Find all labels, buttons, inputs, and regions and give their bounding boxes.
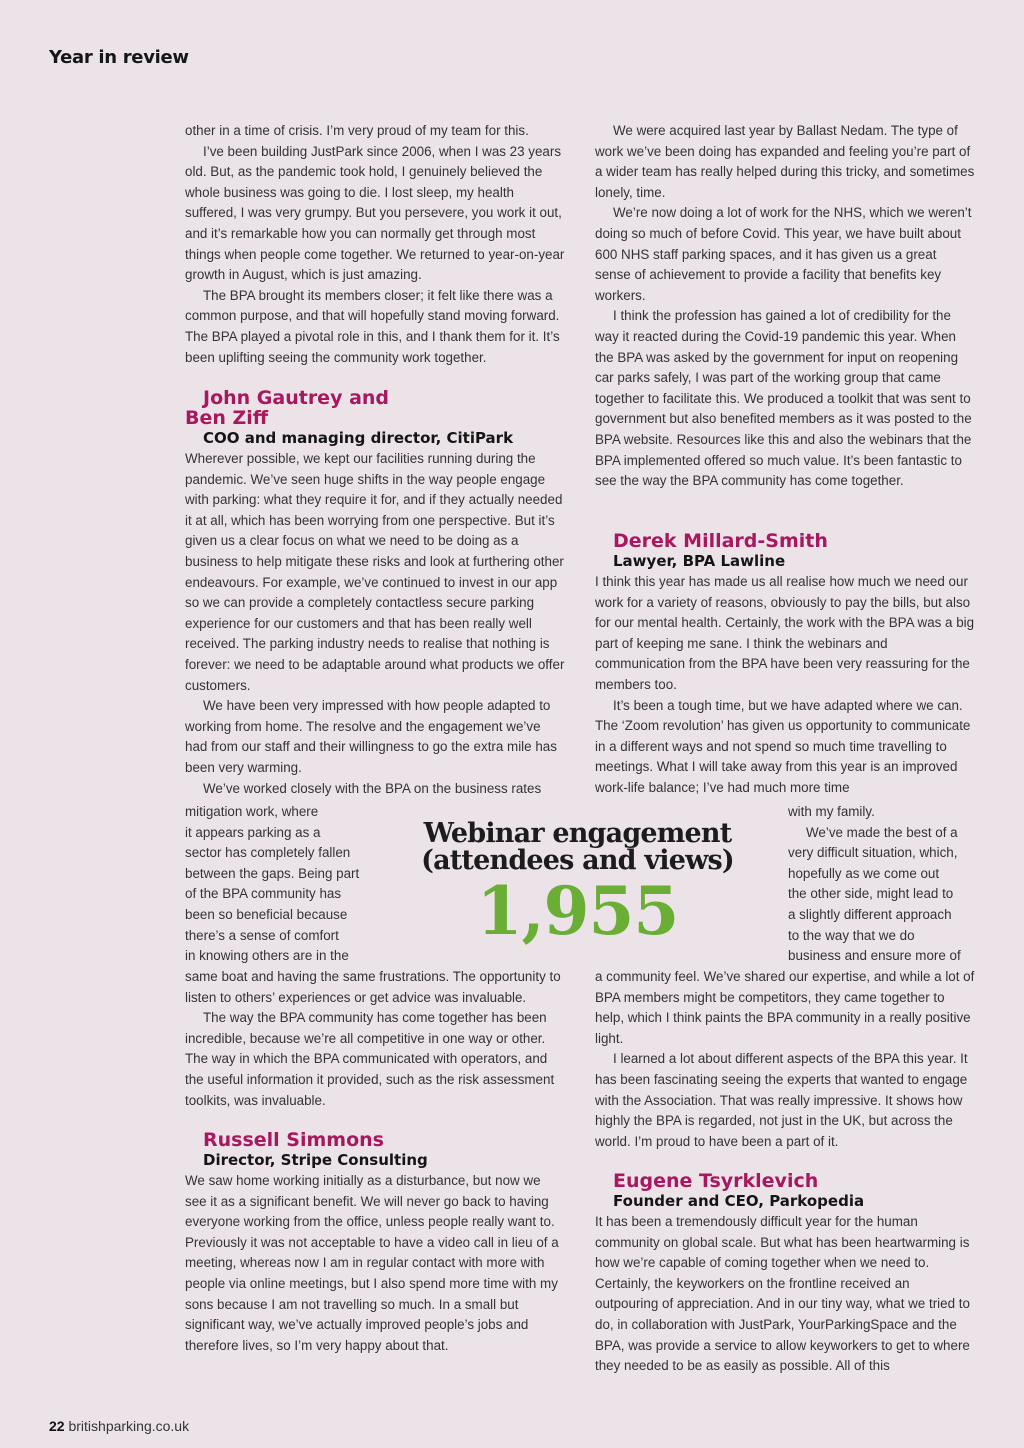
text-line: sector has completely fallen	[185, 845, 351, 861]
wrapped-text-right	[788, 802, 961, 967]
section-label: Year in review	[49, 47, 189, 68]
profile-millard-smith	[595, 531, 977, 799]
paragraph: The BPA brought its members closer; it felt like there was a common purpose, and that will hopefully stand moving forward. The BPA played a pivotal role in this, and I thank them for it. It’s been uplifting seeing the community work together.	[185, 287, 560, 365]
text-line: there’s a sense of comfort	[185, 927, 339, 943]
text-line: between the gaps. Being part	[185, 865, 360, 881]
profile-role: Founder and CEO, Parkopedia	[613, 1192, 865, 1210]
text-line: with my family.	[788, 804, 875, 819]
page-footer	[49, 1418, 189, 1434]
profile-name: Russell Simmons	[203, 1129, 384, 1151]
paragraph: Wherever possible, we kept our facilities running during the pandemic. We’ve seen huge shifts in the way people engage with parking: what they require it for, and if they actually needed it at all, which has been worrying from one perspective. But it’s given us a clear focus on what we need to be doing as a business to help mitigate these risks and look at furthering other endeavours. For example, we’ve continued to invest in our app so we can provide a completely contactless secure parking experience for our customers and that has been really well received. The parking industry needs to realise that nothing is forever: we need to be adaptable around what products we offer customers.	[185, 451, 565, 693]
footer-site: britishparking.co.uk	[68, 1418, 190, 1434]
left-column-continued	[185, 967, 567, 1111]
paragraph: a community feel. We’ve shared our expertise, and while a lot of BPA members might be competitors, they came together to help, which I think paints the BPA community in a really positive light.	[595, 969, 975, 1046]
paragraph: We saw home working initially as a disturbance, but now we see it as a significant benefit. We will never go back to having everyone working from the office, unless people really want to. Previously it was not acceptable to have a video call in lieu of a meeting, whereas now I am in regular contact with more with people via online meetings, but I also spend more time with my sons because I am not travelling so much. In a small but significant way, we’ve actually improved people’s jobs and therefore lives, so I’m very happy about that.	[185, 1173, 559, 1353]
profile-name: Eugene Tsyrklevich	[613, 1170, 819, 1192]
profile-name: John Gautrey and Ben Ziff	[185, 387, 390, 429]
text-line: mitigation work, where	[185, 804, 319, 819]
text-line: a slightly different approach	[788, 906, 952, 922]
text-line: in knowing others are in the	[185, 948, 349, 964]
text-line: business and ensure more of	[788, 948, 961, 964]
left-column-top	[185, 121, 565, 368]
callout-title-line1: Webinar engagement	[423, 818, 732, 849]
paragraph: We were acquired last year by Ballast Nedam. The type of work we’ve been doing has expanded and feeling you’re part of a wider team has really helped during this tricky, and sometimes lonely, time.	[595, 123, 975, 200]
text-line: very difficult situation, which,	[788, 845, 958, 861]
paragraph: I think this year has made us all realise how much we need our work for a variety of reasons, obviously to pay the bills, but also for our mental health. Certainly, the work with the BPA was a big part of keeping me sane. I think the webinars and communication from the BPA have been very reassuring for the members too.	[595, 574, 975, 692]
text-line: the other side, might lead to	[788, 886, 954, 902]
paragraph: We’ve worked closely with the BPA on the business rates	[203, 780, 542, 796]
profile-gautrey	[185, 388, 565, 799]
profile-role: COO and managing director, CitiPark	[203, 429, 514, 447]
paragraph: We have been very impressed with how people adapted to working from home. The resolve and the engagement we’ve had from our staff and their willingness to go the extra mile has been very warming.	[185, 698, 557, 775]
profile-tsyrklevich	[595, 1171, 975, 1377]
profile-simmons	[185, 1130, 565, 1356]
paragraph: I’ve been building JustPark since 2006, when I was 23 years old. But, as the pandemic took hold, I genuinely believed the whole business was going to die. I lost sleep, my health suffered, I was very grumpy. But you persevere, you work it out, and it’s remarkable how you can normally get through most things when people come together. We returned to year-on-year growth in August, which is just amazing.	[185, 143, 565, 283]
text-line: to the way that we do	[788, 927, 915, 943]
page-number: 22	[49, 1418, 65, 1434]
paragraph: same boat and having the same frustrations. The opportunity to listen to others’ experiences or get advice was invaluable.	[185, 969, 561, 1005]
paragraph: It’s been a tough time, but we have adapted where we can. The ‘Zoom revolution’ has given us opportunity to communicate in a different ways and not spend so much time travelling to meetings. What I will take away from this year is an improved work-life balance; I’ve had much more time	[595, 697, 971, 795]
wrapped-text-left	[185, 802, 359, 967]
right-column-continued	[595, 967, 977, 1152]
paragraph: I learned a lot about different aspects of the BPA this year. It has been fascinating seeing the experts that wanted to engage with the Association. That was really impressive. It shows how highly the BPA is regarded, not just in the UK, but across the world. I’m proud to have been a part of it.	[595, 1051, 968, 1149]
profile-name: Derek Millard-Smith	[613, 530, 828, 552]
paragraph: It has been a tremendously difficult year for the human community on global scale. But what has been heartwarming is how we’re capable of coming together when we need to. Certainly, the keyworkers on the frontline received an outpouring of appreciation. And in our tiny way, what we tried to do, in collaboration with JustPark, YourParkingSpace and the BPA, was provide a service to allow keyworkers to get to where they needed to be as easily as possible. All of this	[595, 1214, 970, 1374]
paragraph: We’re now doing a lot of work for the NHS, which we weren’t doing so much of before Covid. This year, we have built about 600 NHS staff parking spaces, and it has given us a great sense of achievement to provide a facility that benefits key workers.	[595, 205, 972, 303]
callout-title-line2: (attendees and views)	[421, 845, 734, 876]
callout-value: 1,955	[476, 872, 679, 950]
paragraph: The way the BPA community has come together has been incredible, because we’re all competitive in one way or other. The way in which the BPA communicated with operators, and the useful information it provided, such as the risk assessment toolkits, was invaluable.	[185, 1010, 555, 1108]
profile-role: Director, Stripe Consulting	[203, 1151, 428, 1169]
right-column-top	[595, 121, 975, 492]
text-line: We’ve made the best of a	[806, 824, 958, 840]
paragraph: I think the profession has gained a lot of credibility for the way it reacted during the Covid-19 pandemic this year. When the BPA was asked by the government for input on reopening car parks safely, I was part of the working group that came together to facilitate this. We produced a toolkit that was sent to government but also benefited members as it was posted to the BPA website. Resources like this and also the webinars that the BPA implemented offered so much value. It’s been fantastic to see the way the BPA community has come together.	[595, 308, 972, 489]
paragraph: other in a time of crisis. I’m very proud of my team for this.	[185, 123, 529, 138]
profile-role: Lawyer, BPA Lawline	[613, 552, 786, 570]
text-line: been so beneficial because	[185, 906, 348, 922]
text-line: hopefully as we come out	[788, 865, 940, 881]
text-line: it appears parking as a	[185, 824, 321, 840]
text-line: of the BPA community has	[185, 886, 342, 902]
webinar-callout	[390, 818, 765, 950]
